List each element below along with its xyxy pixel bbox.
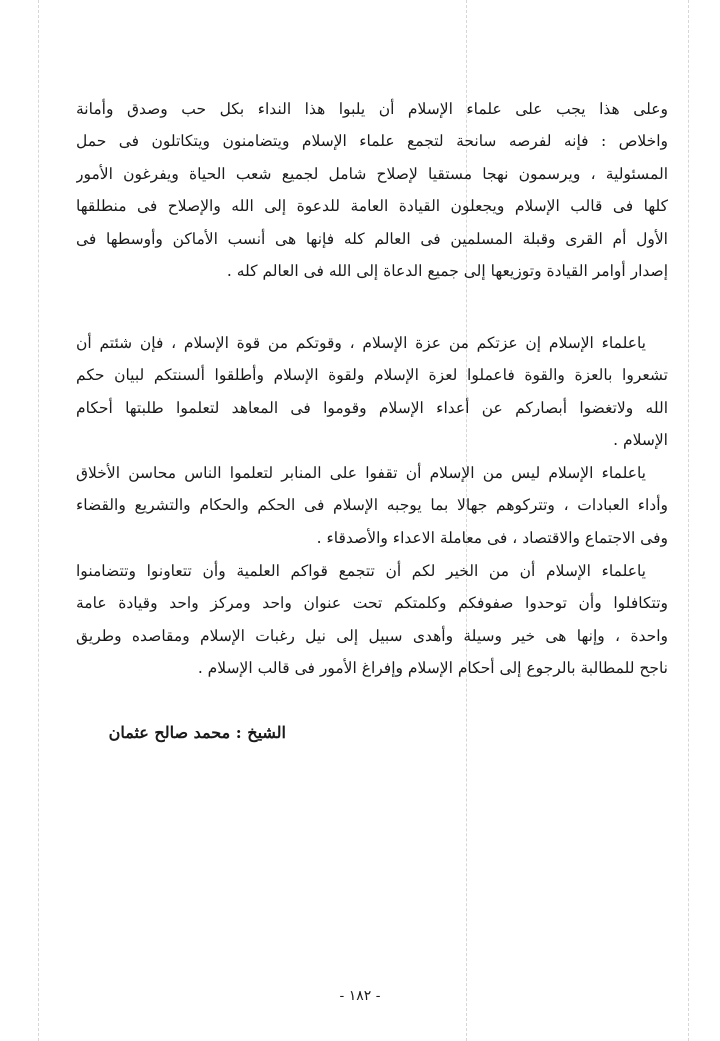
text-line: الأول أم القرى وقبلة المسلمين فى العالم كله فإنها هى أنسب الأماكن وأوسطها فى (76, 229, 668, 248)
author-signature: الشيخ : محمد صالح عثمان (108, 723, 286, 742)
text-line: واخلاص : فإنه لفرصه سانحة لتجمع علماء الإسلام ويتضامنون ويتكاتلون فى حمل (76, 132, 668, 151)
page-number: - ١٨٢ - (339, 988, 381, 1004)
text-line: إصدار أوامر القيادة وتوزيعها إلى جميع الدعاة إلى الله فى العالم كله . (226, 262, 668, 281)
paragraph-unite-ranks (76, 555, 668, 685)
text-line: ياعلماء الإسلام إن عزتكم من عزة الإسلام ، وقوتكم من قوة الإسلام ، فإن شئتم أن (76, 334, 646, 352)
paragraph-not-only-pulpits (76, 457, 668, 554)
text-line: تشعروا بالعزة والقوة فاعملوا لعزة الإسلام ولقوة الإسلام وأطلقوا ألسنتكم لبيان حكم (76, 366, 668, 385)
text-line: واحدة ، وإنها هى خير وسيلة وأهدى سبيل إلى نيل رغبات الإسلام ومقاصده وطريق (76, 626, 668, 645)
text-line: وعلى هذا يجب على علماء الإسلام أن يلبوا هذا النداء بكل حب وصدق وأمانة (76, 100, 668, 118)
text-line: الله ولاتغضوا أبصاركم عن أعداء الإسلام وقوموا فى المعاهد لتعلموا طلبتها أحكام (76, 398, 668, 417)
text-line: ناجح للمطالبة بالرجوع إلى أحكام الإسلام وإفراغ الأمور فى قالب الإسلام . (197, 659, 668, 678)
paragraph-call-to-scholars (76, 93, 668, 287)
text-line: وفى الاجتماع والاقتصاد ، فى معاملة الاعداء والأصدقاء . (316, 528, 668, 547)
scan-fold-line (688, 0, 689, 1041)
text-line: وأداء العبادات ، وتتركوهم جهالا بما يوجبه الإسلام فى الحكم والحكام والتشريع والقضاء (76, 496, 668, 515)
text-line: ياعلماء الإسلام أن من الخير لكم أن تتجمع قواكم العلمية وأن تتعاونوا وتتضامنوا (76, 562, 646, 580)
text-line: كلها فى قالب الإسلام ويجعلون القيادة العامة للدعوة إلى الله والإصلاح فى منطلقها (76, 197, 668, 216)
scan-fold-line (38, 0, 39, 1041)
paragraph-honor-of-islam (76, 327, 668, 457)
text-line: الإسلام . (613, 431, 668, 450)
text-line: وتتكافلوا وأن توحدوا صفوفكم وكلمتكم تحت عنوان واحد ومركز واحد وقيادة عامة (76, 594, 668, 613)
text-line: المسئولية ، ويرسمون نهجا مستقيا لإصلاح شامل لجميع شعب الحياة ويفرغون الأمور (76, 164, 668, 183)
text-line: ياعلماء الإسلام ليس من الإسلام أن تقفوا على المنابر لتعلموا الناس محاسن الأخلاق (76, 464, 646, 482)
